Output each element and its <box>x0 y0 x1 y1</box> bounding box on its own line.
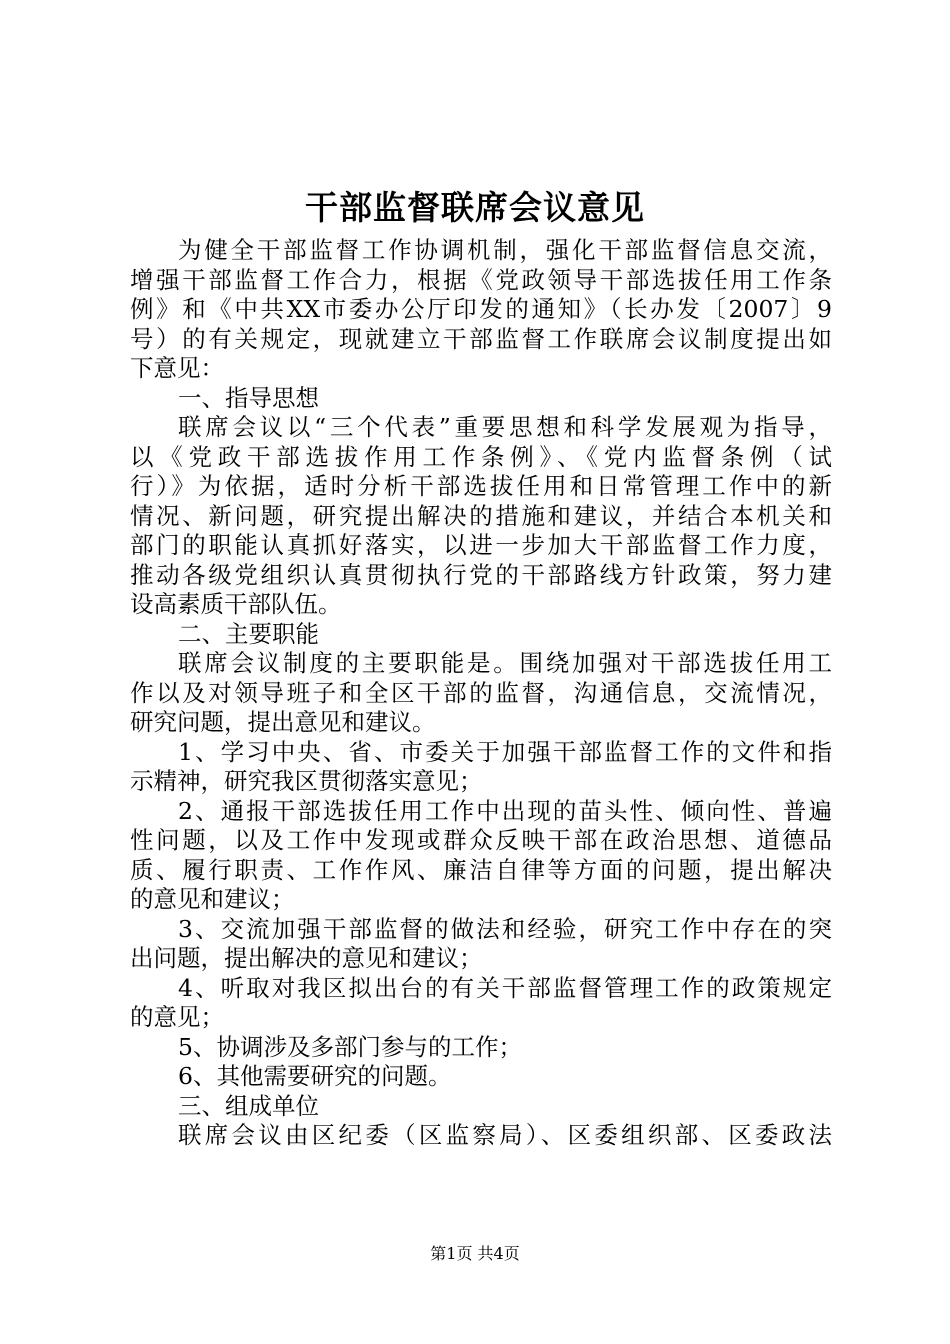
text-line: 1、学习中央、省、市委关于加强干部监督工作的文件和指 <box>178 737 832 766</box>
text-line: 下意见： <box>130 354 224 382</box>
text-line: 行）》为依据，适时分析干部选拔任用和日常管理工作中的新 <box>130 472 832 500</box>
page-footer: 第1页 共4页 <box>430 1244 520 1263</box>
text-line: 研究问题，提出意见和建议。 <box>130 708 436 736</box>
text-line: 性问题，以及工作中发现或群众反映干部在政治思想、道德品 <box>130 826 832 854</box>
text-line: 联席会议由区纪委（区监察局）、区委组织部、区委政法 <box>178 1121 832 1149</box>
text-line: 二、主要职能 <box>178 619 319 648</box>
text-line: 联席会议制度的主要职能是。围绕加强对干部选拔任用工 <box>178 649 832 677</box>
text-line: 情况、新问题，研究提出解决的措施和建议，并结合本机关和 <box>130 501 832 530</box>
text-line: 号）的有关规定，现就建立干部监督工作联席会议制度提出如 <box>130 324 832 353</box>
text-line: 联席会议以“三个代表”重要思想和科学发展观为指导， <box>178 413 832 441</box>
text-line: 4、听取对我区拟出台的有关干部监督管理工作的政策规定 <box>178 973 832 1002</box>
text-line: 的意见； <box>130 1003 224 1031</box>
text-line: 3、交流加强干部监督的做法和经验，研究工作中存在的突 <box>178 914 832 943</box>
text-line: 为健全干部监督工作协调机制，强化干部监督信息交流， <box>178 236 832 264</box>
text-line: 部门的职能认真抓好落实，以进一步加大干部监督工作力度， <box>130 531 832 559</box>
document-title: 干部监督联席会议意见 <box>305 188 645 227</box>
text-line: 出问题，提出解决的意见和建议； <box>130 944 483 972</box>
text-line: 质、履行职责、工作作风、廉洁自律等方面的问题，提出解决 <box>130 855 832 884</box>
text-line: 增强干部监督工作合力，根据《党政领导干部选拔任用工作条 <box>130 265 832 294</box>
text-line: 的意见和建议； <box>130 885 295 913</box>
text-line: 以《党政干部选拔作用工作条例》、《党内监督条例（试 <box>130 442 832 471</box>
text-line: 作以及对领导班子和全区干部的监督，沟通信息，交流情况， <box>130 678 832 707</box>
text-line: 示精神，研究我区贯彻落实意见； <box>130 767 483 795</box>
text-line: 三、组成单位 <box>178 1091 319 1120</box>
text-line: 例》和《中共XX市委办公厅印发的通知》（长办发〔2007〕9 <box>130 295 832 323</box>
text-line: 6、其他需要研究的问题。 <box>178 1062 452 1090</box>
text-line: 2、通报干部选拔任用工作中出现的苗头性、倾向性、普遍 <box>178 796 832 825</box>
text-line: 推动各级党组织认真贯彻执行党的干部路线方针政策，努力建 <box>130 560 832 589</box>
text-line: 5、协调涉及多部门参与的工作； <box>178 1032 522 1061</box>
text-line: 一、指导思想 <box>178 383 319 412</box>
text-line: 设高素质干部队伍。 <box>130 590 342 618</box>
document-body <box>130 236 832 1151</box>
